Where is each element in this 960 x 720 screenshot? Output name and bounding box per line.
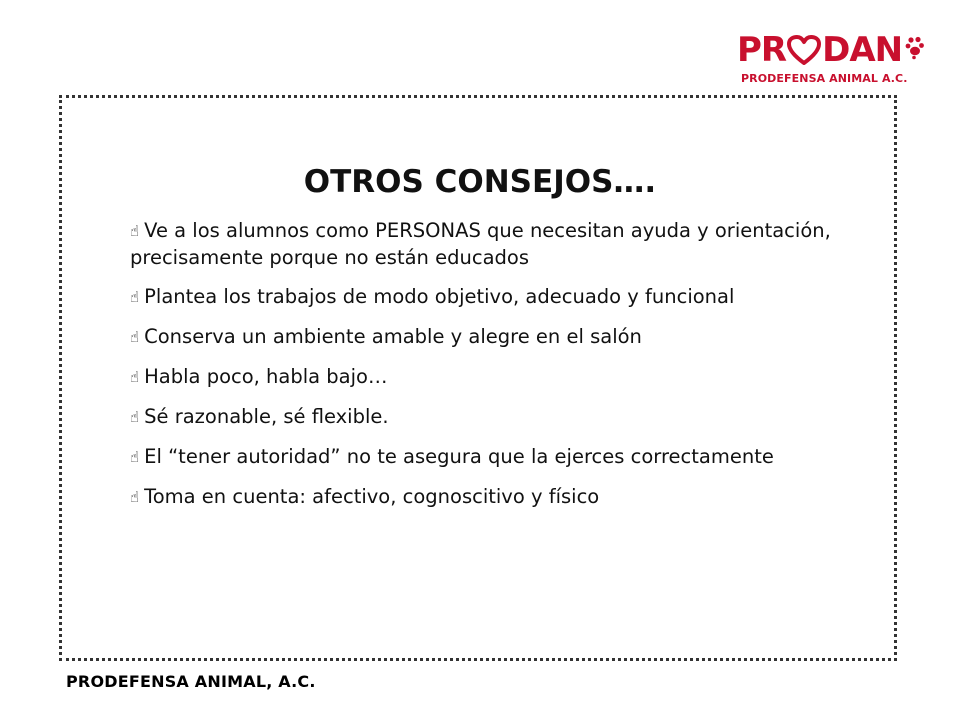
tip-item: [130, 284, 840, 311]
tip-item: [130, 404, 840, 431]
tip-text: Ve a los alumnos como PERSONAS que necesitan ayuda y orientación, precisamente porque no están educados: [130, 219, 831, 269]
tip-text: Habla poco, habla bajo…: [144, 365, 388, 388]
pointing-hand-icon: ☝: [130, 408, 140, 426]
pointing-hand-icon: ☝: [130, 448, 140, 466]
slide-title: OTROS CONSEJOS….: [303, 164, 657, 200]
pointing-hand-icon: ☝: [130, 222, 140, 240]
logo-word-start: PR: [737, 30, 787, 70]
tip-text: El “tener autoridad” no te asegura que la ejerces correctamente: [144, 445, 774, 468]
tip-text: Conserva un ambiente amable y alegre en el salón: [144, 325, 642, 348]
tip-text: Plantea los trabajos de modo objetivo, adecuado y funcional: [144, 285, 735, 308]
tip-item: [130, 218, 840, 271]
logo-wordmark: [737, 30, 925, 70]
tip-item: [130, 324, 840, 351]
prodan-logo: [737, 30, 908, 90]
heart-icon: [787, 35, 821, 65]
pointing-hand-icon: ☝: [130, 328, 140, 346]
pointing-hand-icon: ☝: [130, 488, 140, 506]
tips-list: [130, 218, 840, 524]
tip-item: [130, 444, 840, 471]
tip-item: [130, 484, 840, 511]
tip-text: Toma en cuenta: afectivo, cognoscitivo y físico: [144, 485, 600, 508]
pointing-hand-icon: ☝: [130, 368, 140, 386]
pointing-hand-icon: ☝: [130, 288, 140, 306]
paw-icon: [905, 36, 925, 60]
logo-word-end: DAN: [822, 30, 903, 70]
logo-subtitle: PRODEFENSA ANIMAL A.C.: [741, 72, 908, 85]
tip-text: Sé razonable, sé flexible.: [144, 405, 389, 428]
footer-organization: PRODEFENSA ANIMAL, A.C.: [66, 672, 316, 691]
tip-item: [130, 364, 840, 391]
